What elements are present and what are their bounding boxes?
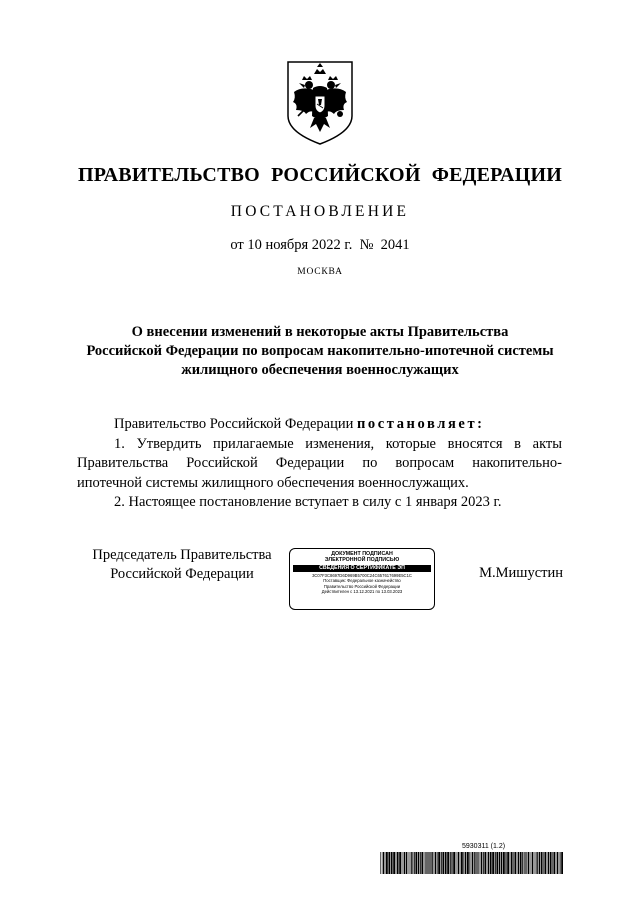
barcode-bar <box>514 852 516 874</box>
barcode-bar <box>478 852 479 874</box>
barcode-bar <box>465 852 467 874</box>
barcode-bar <box>460 852 461 874</box>
subject-line: жилищного обеспечения военнослужащих <box>181 362 459 378</box>
paragraph-1-line: Правительства Российской Федерации по вопросам накопительно- <box>77 455 562 471</box>
intro-decree-word: постановляет: <box>356 416 485 432</box>
barcode-bar <box>556 852 557 874</box>
barcode-bar <box>453 852 455 874</box>
stamp-serial: 3C07F3C8697D6D969B5700C24C657617699E5C1C <box>312 572 412 578</box>
barcode-bar <box>557 852 558 874</box>
barcode-bar <box>495 852 496 874</box>
barcode-bar <box>437 852 438 874</box>
barcode-bar <box>480 852 481 874</box>
barcode-bar <box>429 852 430 874</box>
barcode-bar <box>420 852 421 874</box>
barcode-bar <box>488 852 489 874</box>
barcode-bar <box>484 852 486 874</box>
stamp-owner: Правительство Российской Федерации <box>323 583 401 589</box>
barcode-bar <box>481 852 482 874</box>
barcode-number: 5930311 (1.2) <box>462 843 506 850</box>
barcode-bar <box>528 852 530 874</box>
barcode-bar <box>408 852 409 874</box>
barcode-bar <box>544 852 546 874</box>
barcode-bar <box>471 852 472 874</box>
barcode-bar <box>404 852 405 874</box>
barcode-bar <box>531 852 532 874</box>
barcode-bar <box>507 852 509 874</box>
signer-title <box>77 546 287 584</box>
barcode-bar <box>561 852 563 874</box>
barcode-bar <box>539 852 540 874</box>
barcode-bar <box>513 852 514 874</box>
paragraph-1-line: ипотечной системы жилищного обеспечения военнослужащих. <box>77 474 469 491</box>
stamp-heading <box>290 551 434 564</box>
barcode-bar <box>536 852 537 874</box>
barcode-bar <box>424 852 425 874</box>
barcode-bar <box>451 852 452 874</box>
barcode-bar <box>511 852 513 874</box>
barcode-bar <box>469 852 470 874</box>
barcode-bar <box>403 852 404 874</box>
barcode-bar <box>524 852 525 874</box>
barcode-bar <box>547 852 548 874</box>
electronic-signature-stamp <box>289 548 435 610</box>
barcode-bar <box>496 852 498 874</box>
barcode-bar <box>418 852 419 874</box>
barcode-bar <box>385 852 386 874</box>
barcode-bar <box>441 852 442 874</box>
barcode-bar <box>421 852 423 874</box>
barcode-bar <box>412 852 413 874</box>
document-date-number: от 10 ноября 2022 г. № 2041 <box>230 237 410 253</box>
barcode-bar <box>534 852 535 874</box>
stamp-validity: Действителен с 13.12.2021 по 13.03.2023 <box>321 589 403 595</box>
barcode-bar <box>402 852 403 874</box>
stamp-heading-line: ЭЛЕКТРОННОЙ ПОДПИСЬЮ <box>324 557 400 564</box>
barcode-bar <box>517 852 518 874</box>
document-subject <box>60 323 580 380</box>
barcode-bar <box>487 852 488 874</box>
coat-of-arms-icon <box>284 58 356 146</box>
barcode-bar <box>472 852 473 874</box>
barcode-bar <box>411 852 412 874</box>
barcode-bar <box>445 852 447 874</box>
barcode-bar <box>435 852 437 874</box>
barcode-bar <box>388 852 390 874</box>
barcode-bar <box>492 852 494 874</box>
barcode-bar <box>461 852 463 874</box>
barcode-bar <box>522 852 523 874</box>
intro-text: Правительство Российской Федерации <box>114 416 354 432</box>
barcode-bar <box>548 852 549 874</box>
barcode-bar <box>510 852 511 874</box>
barcode-bar <box>458 852 459 874</box>
subject-line: О внесении изменений в некоторые акты Правительства <box>131 324 509 340</box>
paragraph-1-line: 1. Утвердить прилагаемые изменения, которые вносятся в акты <box>114 435 562 452</box>
barcode-bar <box>518 852 519 874</box>
barcode-bar <box>490 852 492 874</box>
barcode-bar <box>467 852 469 874</box>
barcode-bar <box>532 852 533 874</box>
paragraph-2: 2. Настоящее постановление вступает в силу с 1 января 2023 г. <box>114 494 502 510</box>
barcode-bar <box>552 852 553 874</box>
barcode-bar <box>475 852 476 874</box>
barcode-bar <box>415 852 417 874</box>
barcode-bar <box>391 852 393 874</box>
signer-name: М.Мишустин <box>479 565 563 581</box>
barcode-bar <box>525 852 526 874</box>
barcode-bar <box>483 852 484 874</box>
barcode-bar <box>550 852 552 874</box>
barcode-bar <box>559 852 560 874</box>
barcode-bar <box>543 852 544 874</box>
barcode-bar <box>553 852 555 874</box>
barcode-bar <box>499 852 500 874</box>
barcode-bar <box>406 852 407 874</box>
barcode-bar <box>450 852 451 874</box>
barcode-bar <box>425 852 426 874</box>
barcode-bar <box>396 852 397 874</box>
barcode-bar <box>520 852 522 874</box>
barcode-bar <box>383 852 384 874</box>
barcode-bar <box>526 852 527 874</box>
barcode-bar <box>535 852 536 874</box>
barcode-bar <box>501 852 503 874</box>
barcode-bar <box>503 852 505 874</box>
document-body <box>77 415 562 513</box>
subject-line: Российской Федерации по вопросам накопительно-ипотечной системы <box>86 343 554 359</box>
barcode-bar <box>427 852 428 874</box>
barcode-bar <box>414 852 415 874</box>
barcode-bar <box>474 852 475 874</box>
stamp-issuer: Поставщик: Федеральное казначейство <box>323 578 401 584</box>
document-type: ПОСТАНОВЛЕНИЕ <box>230 203 410 220</box>
signer-title-line: Российской Федерации <box>110 566 254 582</box>
barcode-bar <box>463 852 464 874</box>
government-title: ПРАВИТЕЛЬСТВО РОССИЙСКОЙ ФЕДЕРАЦИИ <box>78 164 562 186</box>
barcode-bar <box>386 852 388 874</box>
signer-title-line: Председатель Правительства <box>92 547 272 563</box>
body-intro <box>77 415 562 435</box>
barcode-bar <box>505 852 506 874</box>
barcode-bar <box>382 852 383 874</box>
barcode-bar <box>537 852 538 874</box>
stamp-certificate-bar: СВЕДЕНИЯ О СЕРТИФИКАТЕ ЭП <box>293 565 431 572</box>
barcode-bar <box>426 852 427 874</box>
barcode-bar <box>456 852 457 874</box>
barcode-bar <box>397 852 399 874</box>
barcode-icon <box>380 852 563 874</box>
barcode-bar <box>393 852 395 874</box>
barcode-bar <box>438 852 440 874</box>
barcode-bar <box>477 852 478 874</box>
barcode-bar <box>380 852 381 874</box>
stamp-heading-line: ДОКУМЕНТ ПОДПИСАН <box>331 551 393 557</box>
barcode-bar <box>541 852 543 874</box>
barcode-bar <box>430 852 431 874</box>
barcode-bar <box>447 852 449 874</box>
barcode-bar <box>409 852 410 874</box>
barcode-bar <box>457 852 458 874</box>
barcode-bar <box>399 852 401 874</box>
barcode-bar <box>442 852 444 874</box>
barcode-bar <box>560 852 561 874</box>
document-city: МОСКВА <box>297 267 343 277</box>
barcode-bar <box>432 852 433 874</box>
